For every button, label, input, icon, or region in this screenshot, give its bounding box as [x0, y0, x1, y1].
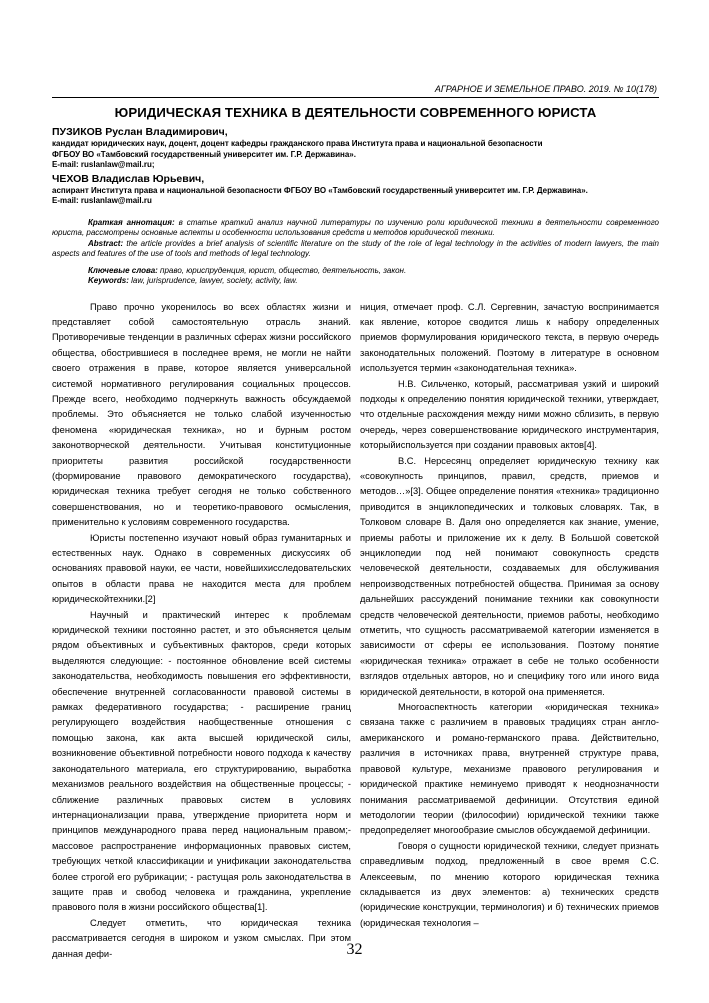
keywords-en — [52, 276, 659, 287]
abstract-en-label: Abstract: — [88, 238, 124, 248]
body-right-column — [360, 300, 659, 962]
author-email-chekhov: E-mail: ruslanlaw@mail.ru — [52, 196, 152, 205]
keywords-ru-text: право, юриспруденция, юрист, общество, деятельность, закон. — [157, 265, 407, 275]
body-paragraph: Говоря о сущности юридической техники, следует признать справедливым подход, предложенный в свое время С.С. Алексеевым, по мнению которого юридическая техника складывается из двух элементов: а) технических средств (юридические конструкции, терминология) и б) технических приемов (юридическая технология – — [360, 840, 659, 928]
body-columns — [52, 300, 659, 962]
body-paragraph: Следует отметить, что юридическая техника рассматривается сегодня в широком и узком смыслах. При этом данная дефи- — [52, 917, 351, 959]
body-left-column — [52, 300, 351, 962]
author-name-chekhov: ЧЕХОВ Владислав Юрьевич, — [52, 172, 205, 185]
body-paragraph: В.С. Нерсесянц определяет юридическую технику как «совокупность принципов, правил, средств, приемов и методов…»[3]. Общее определение понятия «техника» традиционно приводится в энциклопедических и толковых словарях. Так, в Толковом словаре В. Даля оно определяется как знание, умение, приемы работы и приложение их к делу. В Большой советской энциклопедии под ней понимают совокупность средств человеческой деятельности, создаваемых для обслуживания непроизводственных потребностей общества. Принимая за основу дальнейших рассуждений понимание техники как совокупности средств человеческой деятельности, приемов работы, необходимо отметить, что сущность рассматриваемой категории изменяется в зависимости от сферы ее использования. Поэтому понятие «юридическая техника» отражает в себе не только особенности взглядов отдельных авторов, но и специфику того или иного вида юридической деятельности, в которой она применяется. — [360, 455, 659, 697]
keywords-en-label: Keywords: — [88, 276, 129, 285]
abstract-ru-label: Краткая аннотация: — [88, 217, 175, 227]
abstract-block — [52, 218, 659, 287]
journal-header: АГРАРНОЕ И ЗЕМЕЛЬНОЕ ПРАВО. 2019. № 10(178) — [434, 84, 657, 94]
abstract-ru-text: в статье краткий анализ научной литературы по изучению роли юридической техники в деятельности современного юриста, рассмотрены основные аспекты и особенности использования средств и методов юридической техники. — [52, 217, 659, 237]
abstract-en-text: the article provides a brief analysis of scientific literature on the study of the role of legal technology in the activities of modern lawyers, the main aspects and features of the use of tools and methods of legal technology. — [52, 238, 659, 258]
header-divider — [52, 97, 659, 98]
keywords-block — [52, 266, 659, 287]
article-title: ЮРИДИЧЕСКАЯ ТЕХНИКА В ДЕЯТЕЛЬНОСТИ СОВРЕМЕННОГО ЮРИСТА — [114, 105, 597, 120]
body-paragraph: Юристы постепенно изучают новый образ гуманитарных и естественных наук. Однако в современных дискуссиях об основаниях правовой науки, ее части, новейшихисследовательских опытов в области права не находится места для проблем юридическойтехники.[2] — [52, 532, 351, 605]
abstract-en — [52, 239, 659, 260]
keywords-en-text: law, jurisprudence, lawyer, society, activity, law. — [128, 276, 298, 285]
keywords-ru-label: Ключевые слова: — [88, 265, 158, 275]
authors-block — [52, 126, 659, 207]
abstract-ru — [52, 218, 659, 239]
keywords-ru — [52, 266, 659, 277]
page-number: 32 — [346, 941, 363, 958]
author-affiliation-line: ФГБОУ ВО «Тамбовский государственный университет им. Г.Р. Державина». — [52, 149, 356, 159]
body-paragraph: Многоаспектность категории «юридическая техника» связана также с различием в правовых традициях стран англо-американского и романо-германского права. Действительно, различия в источниках права, внутренней структуре права, правовой культуре, механизме правового регулирования и юридической практике неминуемо приводят к неоднозначности понимания рассматриваемой дефиниции. Отсутствия единой методологии теории (философии) юридической техники также предопределяет многообразие смыслов обсуждаемой дефиниции. — [360, 702, 659, 836]
body-paragraph: Право прочно укоренилось во всех областях жизни и представляет собой самостоятельную отрасль знаний. Противоречивые тенденции в различных сферах жизни российского общества, обострившиеся в последнее время, не могли не найти своего отражения в праве, которое является универсальной системой нормативного регулирования социальных процессов. Прежде всего, необходимо подчеркнуть важность обсуждаемой проблемы. Это объясняется не только слабой изученностью феномена «юридическая техника», но и бурным ростом законотворческой деятельности. Учитывая конституционные приоритеты развития российской государственности (формирование правового демократического государства), юридическая техника требует сегодня не только собственного совершенствования, но и теоретико-правового осмысления, применительно к условиям современного государства. — [52, 301, 351, 528]
body-paragraph-continuation: ниция, отмечает проф. С.Л. Сергевнин, зачастую воспринимается как явление, которое сводится лишь к набору определенных приемов формулирования юридического текста, в первую очередь законодательных положений. Поэтому в литературе в основном используется термин «законодательная техника». — [360, 301, 659, 374]
author-affiliation-line: кандидат юридических наук, доцент, доцент кафедры гражданского права Института права и национальной безопасности — [52, 139, 543, 148]
author-affiliation-line: аспирант Института права и национальной безопасности ФГБОУ ВО «Тамбовский государственный университет им. Г.Р. Державина». — [52, 185, 588, 195]
author-email-puzikov: E-mail: ruslanlaw@mail.ru; — [52, 160, 155, 169]
body-paragraph: Научный и практический интерес к проблемам юридической техники постоянно растет, и это объясняется целым рядом объективных и субъективных факторов, среди которых выделяются следующие: - постоянное обновление всей системы законодательства, необходимость повышения его эффективности, обеспечение внутренней согласованности правовой системы в рамках федеративного государства; - расширение границ регулирующего воздействия наобщественные отношения с помощью закона, как акта высшей юридической силы, возникновение объективной потребности нового подхода к качеству законодательного материала, его структурированию, выработка механизмов реального воздействия на общественные процессы; - сближение различных правовых систем в условиях интернационализации права, утверждение приоритета норм и принципов международного права перед национальным правом;- массовое распространение информационных правовых систем, требующих четкой классификации и унификации законодательства более строгой его рубрикации; - растущая роль законодательства в защите прав и свобод человека и гражданина, укрепление правового поля в жизни российского общества[1]. — [52, 609, 351, 913]
body-paragraph: Н.В. Сильченко, который, рассматривая узкий и широкий подходы к определению понятия юридической техники, утверждает, что отдельные расхождения между ними можно сблизить, в первую очередь, через совершенствование юридического инструментария, которыйиспользуется при создании правовых актов[4]. — [360, 378, 659, 451]
author-name-puzikov: ПУЗИКОВ Руслан Владимирович, — [52, 126, 228, 138]
